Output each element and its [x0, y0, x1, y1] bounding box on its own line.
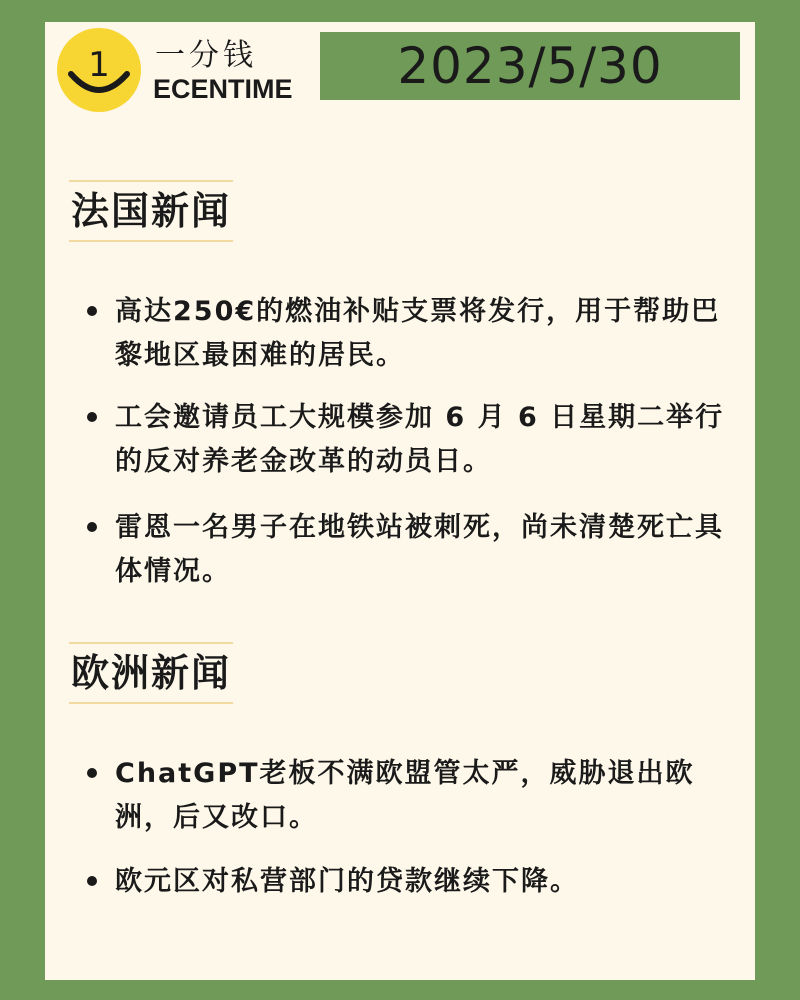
list-item	[85, 396, 725, 484]
news-text: ChatGPT老板不满欧盟管太严，威胁退出欧洲，后又改口。	[115, 758, 695, 833]
news-text: 工会邀请员工大规模参加 6 月 6 日星期二举行的反对养老金改革的动员日。	[115, 402, 725, 477]
section-title-europe: 欧洲新闻	[69, 642, 233, 704]
france-news-list	[85, 290, 725, 594]
news-text: 高达250€的燃油补贴支票将发行，用于帮助巴黎地区最困难的居民。	[115, 296, 721, 371]
date-text: 2023/5/30	[397, 37, 663, 95]
list-item	[85, 752, 725, 840]
bullet-icon	[87, 306, 97, 316]
list-item	[85, 290, 725, 378]
logo-smiley-graphic	[57, 28, 141, 112]
news-card	[45, 22, 755, 980]
brand-name-en: ECENTIME	[153, 74, 293, 104]
bullet-icon	[87, 876, 97, 886]
list-item	[85, 860, 725, 904]
date-banner	[320, 32, 740, 100]
logo-digit: 1	[88, 45, 110, 85]
section-title-france: 法国新闻	[69, 180, 233, 242]
europe-news-list	[85, 752, 725, 904]
brand-name-cn: 一分钱	[155, 38, 257, 73]
logo-smiley-icon	[57, 28, 141, 112]
list-item	[85, 506, 725, 594]
bullet-icon	[87, 522, 97, 532]
news-text: 欧元区对私营部门的贷款继续下降。	[115, 866, 579, 897]
news-text: 雷恩一名男子在地铁站被刺死，尚未清楚死亡具体情况。	[115, 512, 724, 587]
bullet-icon	[87, 412, 97, 422]
bullet-icon	[87, 768, 97, 778]
